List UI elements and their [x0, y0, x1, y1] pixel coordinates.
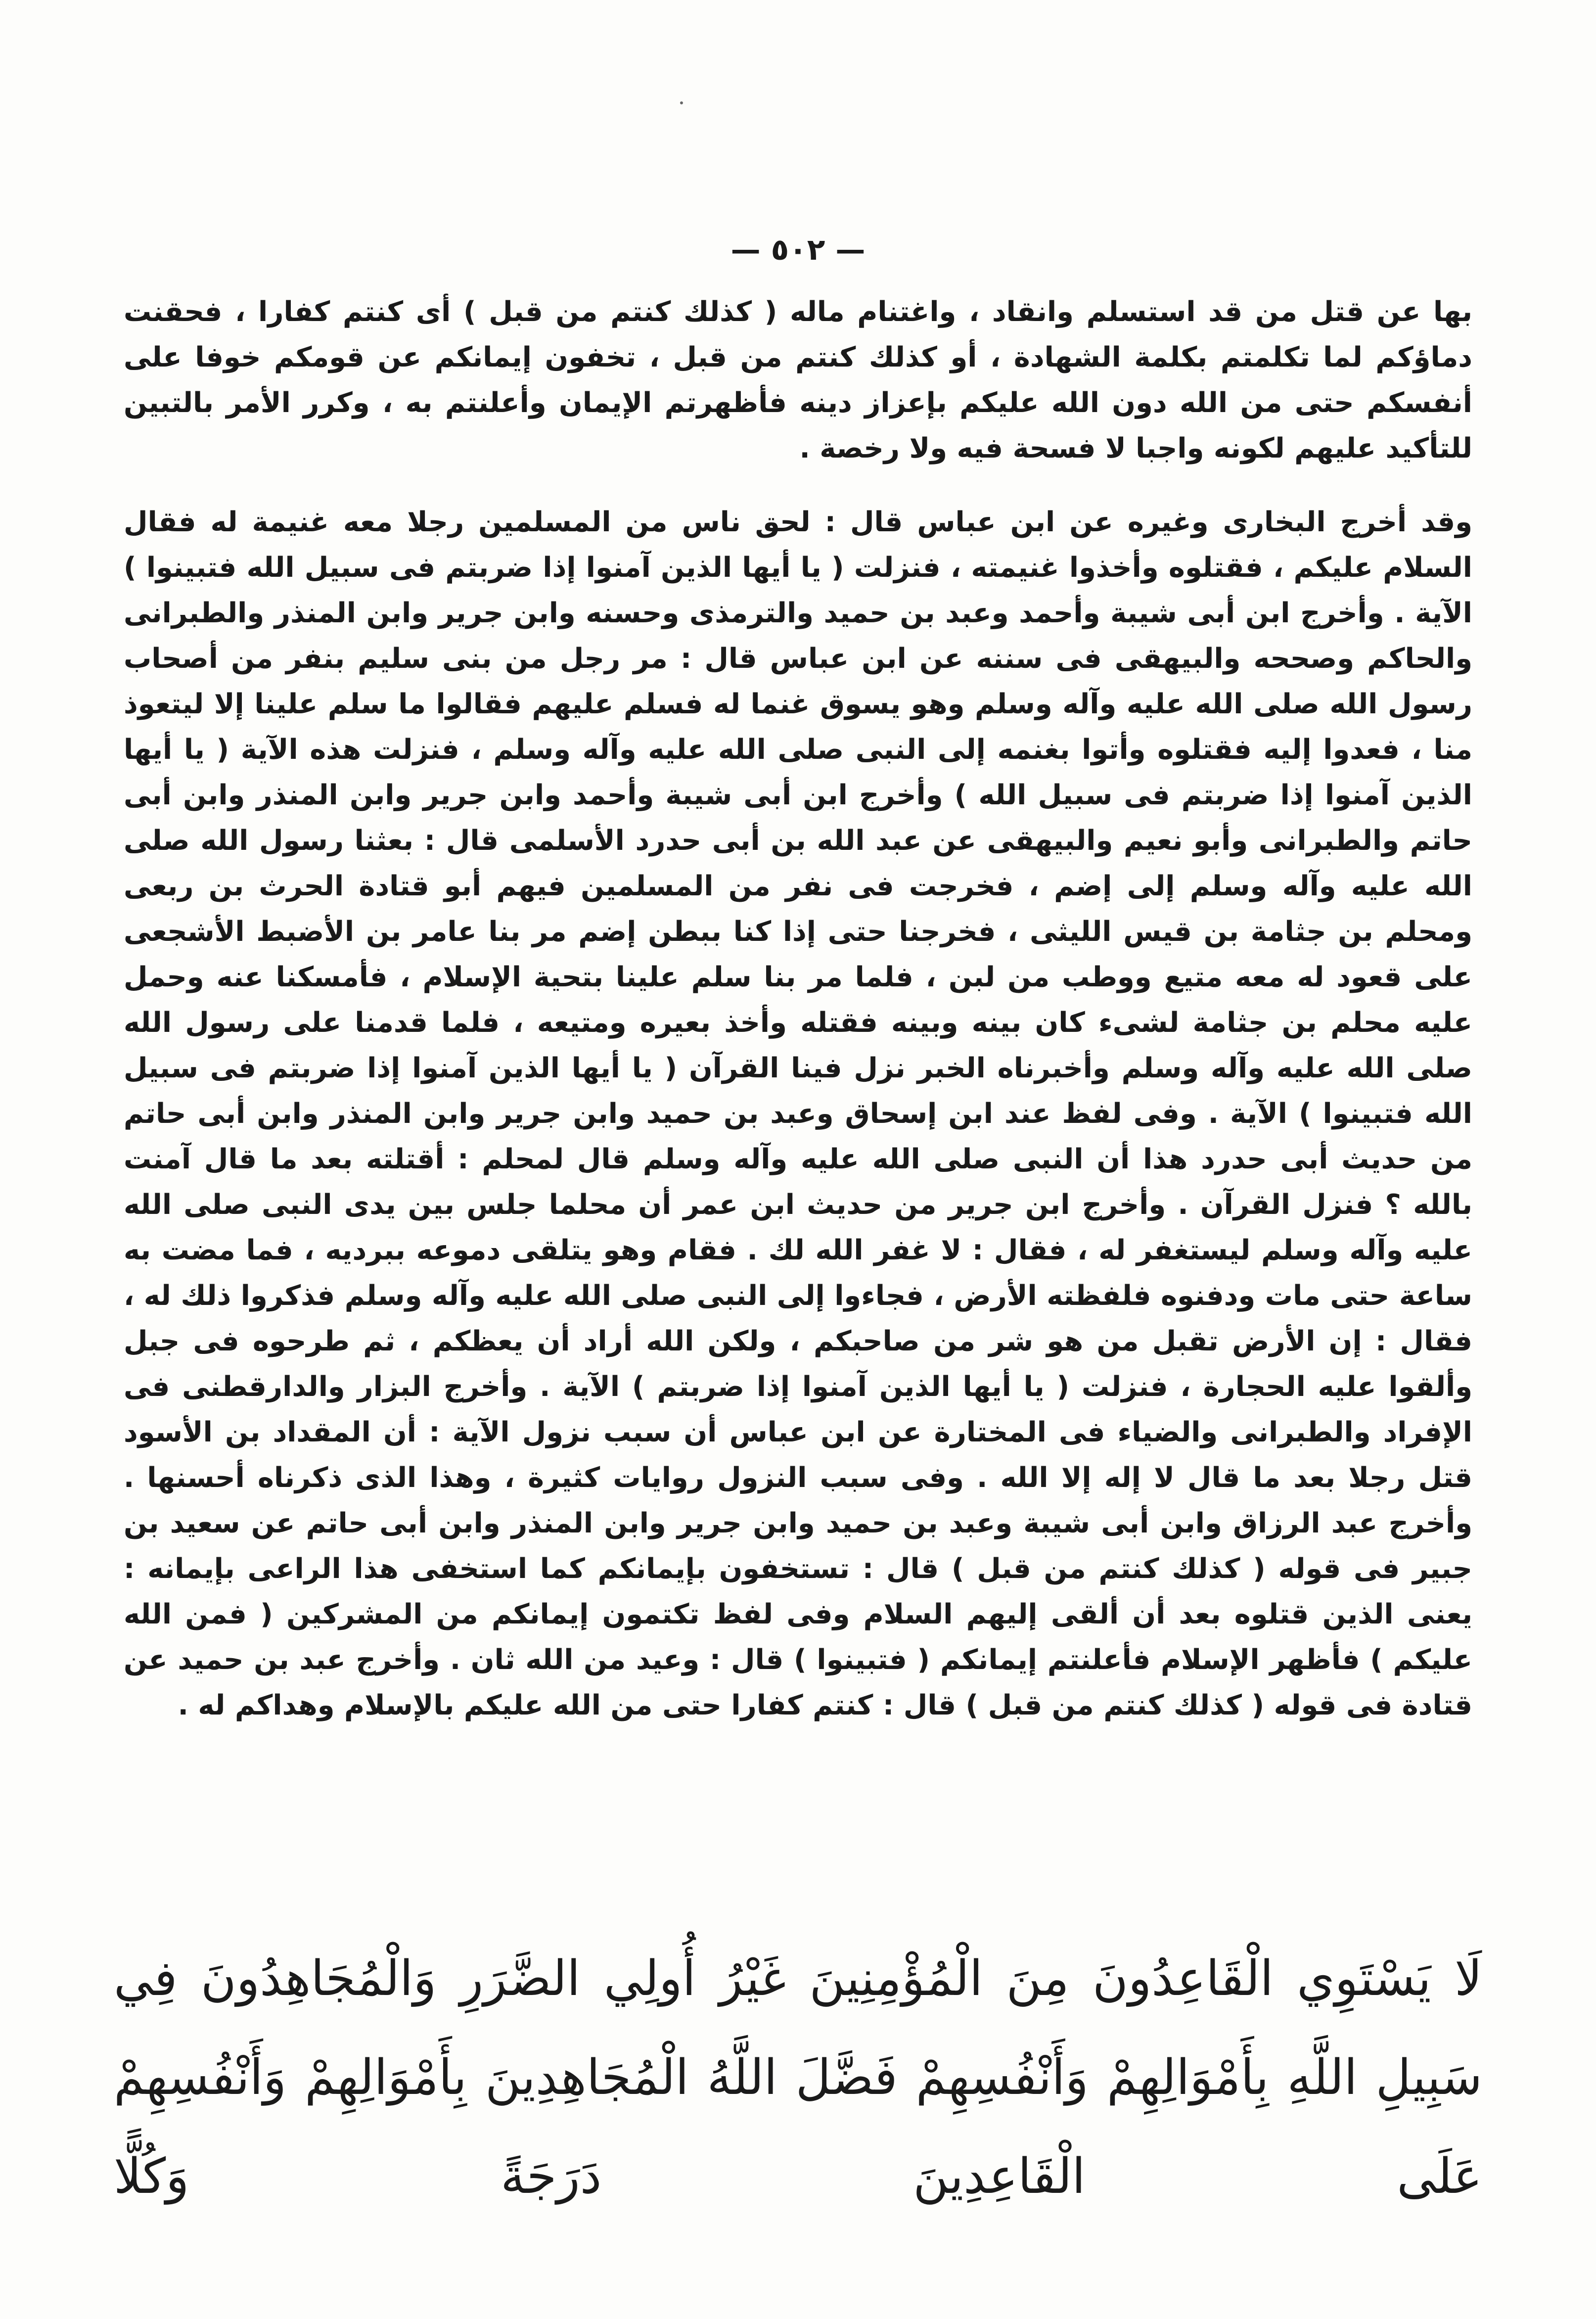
- commentary-paragraph-1: بها عن قتل من قد استسلم وانقاد ، واغتنام ماله ( كذلك كنتم من قبل ) أى كنتم كفارا ، فحقنت دماؤكم لما تكلمتم بكلمة الشهادة ، أو كذلك كنتم من قبل ، تخفون إيمانكم عن قومكم خوفا على أنفسكم حتى من الله دون الله عليكم بإعزاز دينه فأظهرتم الإيمان وأعلنتم به ، وكرر الأمر بالتبين للتأكيد عليهم لكونه واجبا لا فسحة فيه ولا رخصة .: [124, 296, 1472, 464]
- page-number: — ٥٠٢ —: [730, 232, 866, 267]
- commentary-paragraph-2: وقد أخرج البخارى وغيره عن ابن عباس قال : لحق ناس من المسلمين رجلا معه غنيمة له فقال السلام عليكم ، فقتلوه وأخذوا غنيمته ، فنزلت ( يا أيها الذين آمنوا إذا ضربتم فى سبيل الله فتبينوا ) الآية . وأخرج ابن أبى شيبة وأحمد وعبد بن حميد والترمذى وحسنه وابن جرير وابن المنذر والطبرانى والحاكم وصححه والبيهقى فى سننه عن ابن عباس قال : مر رجل من بنى سليم بنفر من أصحاب رسول الله صلى الله عليه وآله وسلم وهو يسوق غنما له فسلم عليهم فقالوا ما سلم علينا إلا ليتعوذ منا ، فعدوا إليه فقتلوه وأتوا بغنمه إلى النبى صلى الله عليه وآله وسلم ، فنزلت هذه الآية ( يا أيها الذين آمنوا إذا ضربتم فى سبيل الله ) وأخرج ابن أبى شيبة وأحمد وابن جرير وابن المنذر وابن أبى حاتم والطبرانى وأبو نعيم والبيهقى عن عبد الله بن أبى حدرد الأسلمى قال : بعثنا رسول الله صلى الله عليه وآله وسلم إلى إضم ، فخرجت فى نفر من المسلمين فيهم أبو قتادة الحرث بن ربعى ومحلم بن جثامة بن قيس الليثى ، فخرجنا حتى إذا كنا ببطن إضم مر بنا عامر بن الأضبط الأشجعى على قعود له معه متيع ووطب من لبن ، فلما مر بنا سلم علينا بتحية الإسلام ، فأمسكنا عنه وحمل عليه محلم بن جثامة لشىء كان بينه وبينه فقتله وأخذ بعيره ومتيعه ، فلما قدمنا على رسول الله صلى الله عليه وآله وسلم وأخبرناه الخبر نزل فينا القرآن ( يا أيها الذين آمنوا إذا ضربتم فى سبيل الله فتبينوا ) الآية . وفى لفظ عند ابن إسحاق وعبد بن حميد وابن جرير وابن المنذر وابن أبى حاتم من حديث أبى حدرد هذا أن النبى صلى الله عليه وآله وسلم قال لمحلم : أقتلته بعد ما قال آمنت بالله ؟ فنزل القرآن . وأخرج ابن جرير من حديث ابن عمر أن محلما جلس بين يدى النبى صلى الله عليه وآله وسلم ليستغفر له ، فقال : لا غفر الله لك . فقام وهو يتلقى دموعه ببرديه ، فما مضت به ساعة حتى مات ودفنوه فلفظته الأرض ، فجاءوا إلى النبى صلى الله عليه وآله وسلم فذكروا ذلك له ، فقال : إن الأرض تقبل من هو شر من صاحبكم ، ولكن الله أراد أن يعظكم ، ثم طرحوه فى جبل وألقوا عليه الحجارة ، فنزلت ( يا أيها الذين آمنوا إذا ضربتم ) الآية . وأخرج البزار والدارقطنى فى الإفراد والطبرانى والضياء فى المختارة عن ابن عباس أن سبب نزول الآية : أن المقداد بن الأسود قتل رجلا بعد ما قال لا إله إلا الله . وفى سبب النزول روايات كثيرة ، وهذا الذى ذكرناه أحسنها . وأخرج عبد الرزاق وابن أبى شيبة وعبد بن حميد وابن جرير وابن المنذر وابن أبى حاتم عن سعيد بن جبير فى قوله ( كذلك كنتم من قبل ) قال : تستخفون بإيمانكم كما استخفى هذا الراعى بإيمانه : يعنى الذين قتلوه بعد أن ألقى إليهم السلام وفى لفظ تكتمون إيمانكم من المشركين ( فمن الله عليكم ) فأظهر الإسلام فأعلنتم إيمانكم ( فتبينوا ) قال : وعيد من الله ثان . وأخرج عبد بن حميد عن قتادة فى قوله ( كذلك كنتم من قبل ) قال : كنتم كفارا حتى من الله عليكم بالإسلام وهداكم له .: [124, 506, 1472, 1721]
- quran-verse: لَا يَسْتَوِي الْقَاعِدُونَ مِنَ الْمُؤْمِنِينَ غَيْرُ أُولِي الضَّرَرِ وَالْمُجَاهِدُونَ فِي سَبِيلِ اللَّهِ بِأَمْوَالِهِمْ وَأَنْفُسِهِمْ فَضَّلَ اللَّهُ الْمُجَاهِدِينَ بِأَمْوَالِهِمْ وَأَنْفُسِهِمْ عَلَى الْقَاعِدِينَ دَرَجَةً وَكُلًّا: [114, 1950, 1482, 2205]
- scan-speck: [680, 101, 683, 104]
